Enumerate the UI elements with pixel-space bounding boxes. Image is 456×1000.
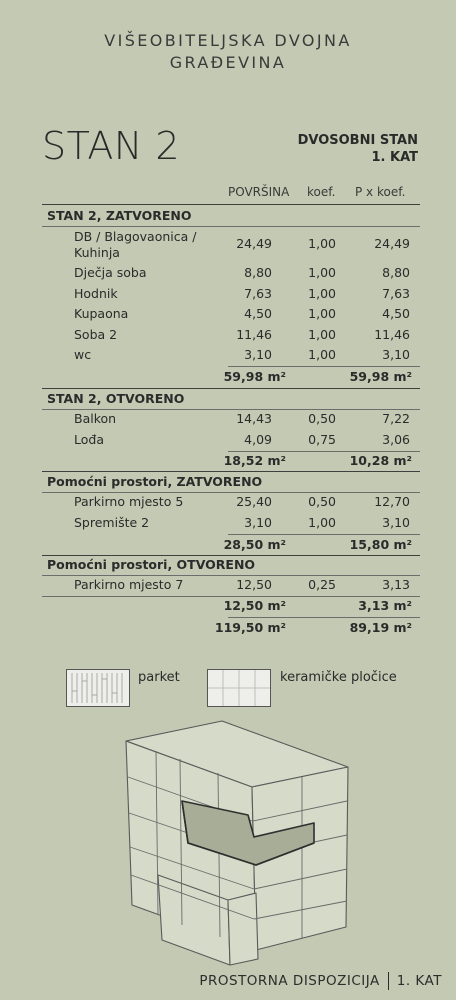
table-rule xyxy=(42,471,420,472)
table-row xyxy=(42,411,420,431)
row-area: 25,40 xyxy=(236,494,272,509)
footer xyxy=(199,972,442,990)
row-coef: 0,25 xyxy=(308,577,336,592)
row-name: wc xyxy=(74,347,92,362)
table-rule xyxy=(42,409,420,410)
section-title-text: STAN 2, OTVORENO xyxy=(47,391,185,406)
row-px: 3,06 xyxy=(382,432,410,447)
total-area: 28,50 m² xyxy=(223,537,286,552)
total-px: 59,98 m² xyxy=(349,369,412,384)
total-area: 59,98 m² xyxy=(223,369,286,384)
footer-section: PROSTORNA DISPOZICIJA xyxy=(199,973,380,989)
row-coef: 1,00 xyxy=(308,515,336,530)
row-area: 3,10 xyxy=(244,515,272,530)
subtotal-rule xyxy=(228,451,420,452)
col-header-px: P x koef. xyxy=(355,185,406,199)
subtotal-rule xyxy=(228,534,420,535)
row-area: 14,43 xyxy=(236,411,272,426)
row-name: Hodnik xyxy=(74,286,118,301)
section-title-text: STAN 2, ZATVORENO xyxy=(47,208,192,223)
row-area: 24,49 xyxy=(236,236,272,251)
building-title-line2: GRAĐEVINA xyxy=(169,53,287,72)
col-header-coef: koef. xyxy=(307,185,336,199)
row-coef: 1,00 xyxy=(308,236,336,251)
row-coef: 1,00 xyxy=(308,265,336,280)
row-area: 3,10 xyxy=(244,347,272,362)
table-rule xyxy=(42,575,420,576)
row-name: Kupaona xyxy=(74,306,129,321)
row-px: 3,10 xyxy=(382,347,410,362)
row-area: 7,63 xyxy=(244,286,272,301)
row-px: 7,63 xyxy=(382,286,410,301)
row-coef: 1,00 xyxy=(308,306,336,321)
table-row xyxy=(42,347,420,367)
table-row xyxy=(42,577,420,597)
section-total xyxy=(42,537,420,557)
row-name: Parkirno mjesto 5 xyxy=(74,494,184,509)
row-area: 4,50 xyxy=(244,306,272,321)
row-px: 24,49 xyxy=(374,236,410,251)
section-title-text: Pomoćni prostori, ZATVORENO xyxy=(47,474,263,489)
row-coef: 1,00 xyxy=(308,286,336,301)
table-rule xyxy=(42,204,420,205)
building-title-line1: VIŠEOBITELJSKA DVOJNA xyxy=(104,31,352,50)
table-row xyxy=(42,494,420,514)
row-px: 11,46 xyxy=(374,327,410,342)
section-total xyxy=(42,369,420,389)
table-row xyxy=(42,286,420,306)
grand-total xyxy=(42,620,420,640)
table-row xyxy=(42,327,420,347)
unit-title: STAN 2 xyxy=(42,124,181,168)
parket-swatch xyxy=(66,669,130,707)
footer-separator xyxy=(388,972,389,990)
parket-label: parket xyxy=(138,670,180,685)
row-coef: 0,50 xyxy=(308,494,336,509)
section-total xyxy=(42,453,420,473)
unit-floor: 1. KAT xyxy=(371,150,418,165)
row-area: 4,09 xyxy=(244,432,272,447)
row-name: Balkon xyxy=(74,411,117,426)
table-rule xyxy=(42,596,420,597)
table-row xyxy=(42,306,420,326)
row-px: 4,50 xyxy=(382,306,410,321)
total-px: 15,80 m² xyxy=(349,537,412,552)
grand-total-area: 119,50 m² xyxy=(214,620,286,635)
subtotal-rule xyxy=(228,617,420,618)
col-header-area: POVRŠINA xyxy=(228,185,290,199)
row-px: 3,10 xyxy=(382,515,410,530)
total-px: 3,13 m² xyxy=(358,598,412,613)
row-px: 12,70 xyxy=(374,494,410,509)
row-name-cont: Kuhinja xyxy=(74,245,120,260)
row-coef: 1,00 xyxy=(308,347,336,362)
table-rule xyxy=(42,555,420,556)
total-px: 10,28 m² xyxy=(349,453,412,468)
row-px: 3,13 xyxy=(382,577,410,592)
row-name: Dječja soba xyxy=(74,265,147,280)
tiles-label: keramičke pločice xyxy=(280,670,397,685)
row-coef: 1,00 xyxy=(308,327,336,342)
grand-total-px: 89,19 m² xyxy=(349,620,412,635)
row-px: 8,80 xyxy=(382,265,410,280)
tiles-swatch xyxy=(207,669,271,707)
unit-type: DVOSOBNI STAN xyxy=(297,133,418,148)
section-title xyxy=(42,208,420,228)
table-row xyxy=(42,432,420,452)
table-row xyxy=(42,229,420,263)
section-total xyxy=(42,598,420,618)
unit-subtitle xyxy=(298,132,418,166)
building-key-plan xyxy=(118,715,378,980)
row-name: Soba 2 xyxy=(74,327,118,342)
table-rule xyxy=(42,492,420,493)
section-title xyxy=(42,557,420,577)
row-area: 12,50 xyxy=(236,577,272,592)
subtotal-rule xyxy=(228,366,420,367)
section-title xyxy=(42,391,420,411)
footer-floor: 1. KAT xyxy=(396,973,442,989)
total-area: 12,50 m² xyxy=(223,598,286,613)
table-rule xyxy=(42,388,420,389)
total-area: 18,52 m² xyxy=(223,453,286,468)
row-area: 8,80 xyxy=(244,265,272,280)
row-coef: 0,50 xyxy=(308,411,336,426)
table-row xyxy=(42,515,420,535)
table-row xyxy=(42,265,420,285)
row-area: 11,46 xyxy=(236,327,272,342)
table-rule xyxy=(42,226,420,227)
row-coef: 0,75 xyxy=(308,432,336,447)
row-name: Spremište 2 xyxy=(74,515,150,530)
building-title xyxy=(0,30,456,74)
row-name: Parkirno mjesto 7 xyxy=(74,577,184,592)
section-title xyxy=(42,474,420,494)
row-name: DB / Blagovaonica / xyxy=(74,229,197,244)
row-name: Lođa xyxy=(74,432,104,447)
row-px: 7,22 xyxy=(382,411,410,426)
section-title-text: Pomoćni prostori, OTVORENO xyxy=(47,557,256,572)
